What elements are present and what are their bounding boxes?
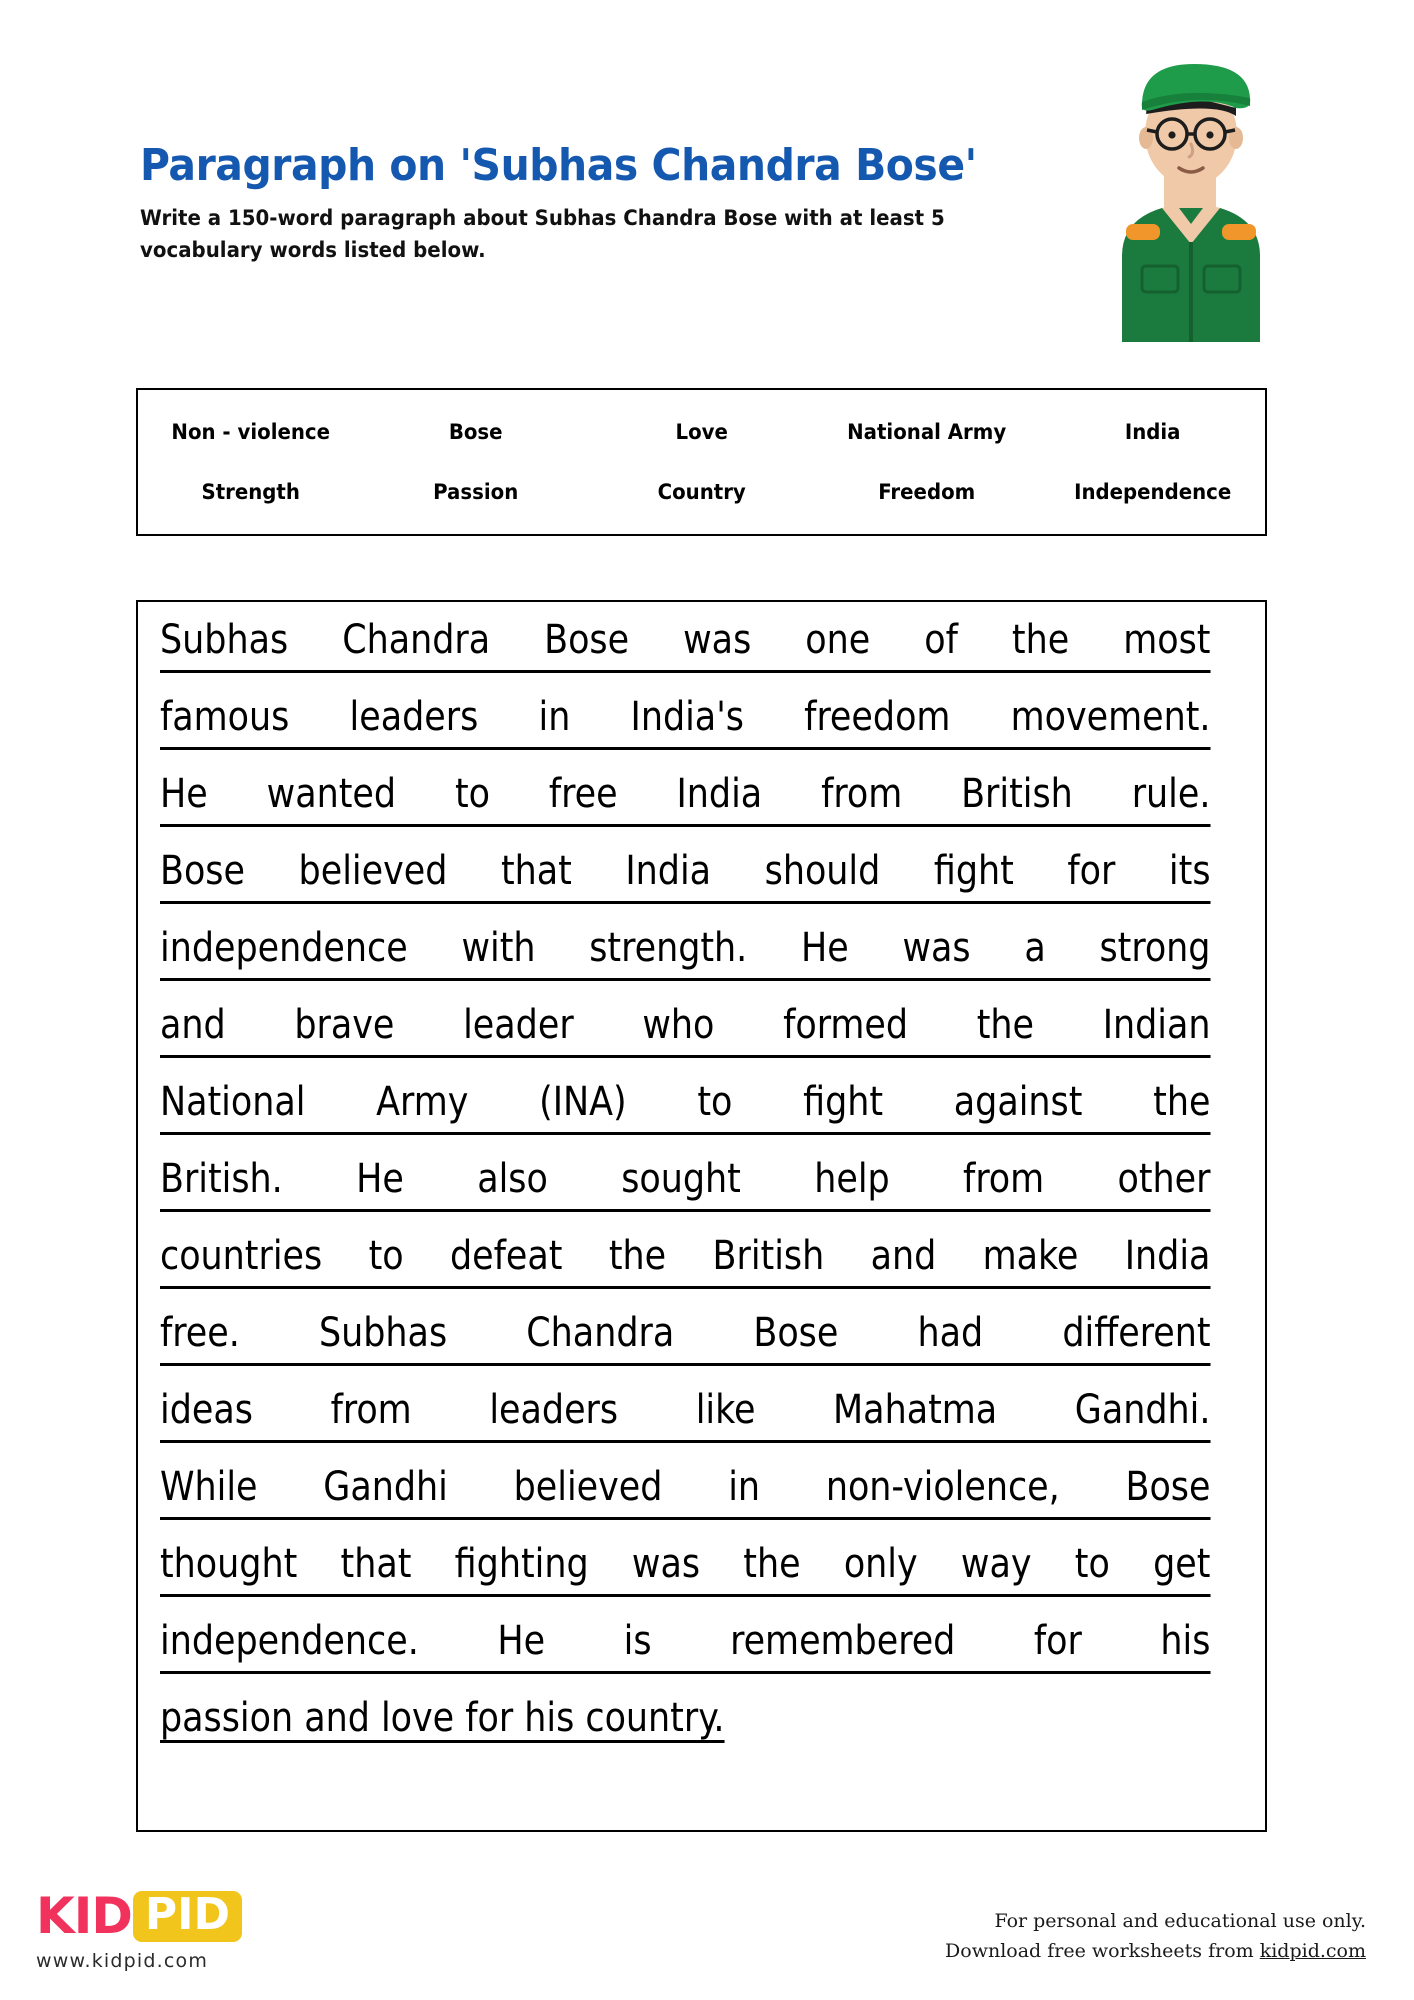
answer-word: the	[743, 1541, 801, 1587]
vocabulary-word: Country	[657, 480, 746, 504]
answer-word: the	[976, 1002, 1035, 1048]
answer-line	[160, 694, 1211, 750]
answer-word: Chandra	[526, 1310, 675, 1356]
kidpid-logo	[36, 1888, 356, 1972]
worksheet-instructions: Write a 150-word paragraph about Subhas Chandra Bose with at least 5 vocabulary words listed below.	[140, 206, 945, 264]
mascot-svg	[1086, 58, 1296, 343]
answer-word: its	[1168, 848, 1211, 894]
answer-word: Chandra	[342, 617, 491, 663]
answer-word: was	[631, 1541, 701, 1587]
answer-line	[160, 1464, 1211, 1520]
answer-word: was	[902, 925, 971, 971]
answer-word: British.	[160, 1156, 283, 1202]
vocabulary-word: Independence	[1073, 480, 1231, 504]
subhas-chandra-bose-illustration	[1086, 58, 1296, 343]
answer-word: his	[1160, 1618, 1211, 1664]
answer-word: While	[160, 1464, 258, 1510]
answer-word: fight	[933, 848, 1014, 894]
vocabulary-row-1	[138, 420, 1265, 444]
kidpid-link[interactable]: kidpid.com	[1259, 1939, 1366, 1962]
answer-word: leaders	[349, 694, 479, 740]
answer-word: formed	[783, 1002, 909, 1048]
answer-word: India	[1124, 1233, 1211, 1279]
answer-word: like	[695, 1387, 756, 1433]
answer-word: one	[805, 617, 871, 663]
answer-word: is	[623, 1618, 652, 1664]
answer-word: a	[1024, 925, 1046, 971]
answer-word: make	[982, 1233, 1079, 1279]
answer-word: most	[1123, 617, 1211, 663]
answer-word: Bose	[544, 617, 630, 663]
answer-line	[160, 1695, 1211, 1748]
answer-word: Bose	[1125, 1464, 1211, 1510]
answer-word: other	[1117, 1156, 1211, 1202]
answer-word: should	[764, 848, 881, 894]
answer-word: independence.	[160, 1618, 419, 1664]
answer-line	[160, 1541, 1211, 1597]
answer-word: in	[728, 1464, 761, 1510]
answer-line	[160, 1618, 1211, 1674]
answer-word: believed	[513, 1464, 663, 1510]
answer-word: free.	[160, 1310, 240, 1356]
vocabulary-box	[136, 388, 1267, 536]
vocabulary-word: Non - violence	[171, 420, 330, 444]
answer-word: free	[548, 771, 618, 817]
answer-word: freedom	[804, 694, 951, 740]
worksheet-header	[140, 140, 1070, 268]
answer-line	[160, 1233, 1211, 1289]
footer-note-line-2	[945, 1937, 1366, 1966]
answer-word: Bose	[753, 1310, 839, 1356]
answer-word: remembered	[730, 1618, 956, 1664]
answer-word: that	[500, 848, 572, 894]
answer-word: to	[1074, 1541, 1110, 1587]
answer-word: passion and love for his country.	[160, 1695, 725, 1741]
vocabulary-word: National Army	[847, 420, 1007, 444]
answer-word: Subhas	[160, 617, 289, 663]
answer-word: fight	[803, 1079, 884, 1125]
answer-paragraph	[160, 617, 1243, 1748]
answer-word: the	[1153, 1079, 1211, 1125]
answer-word: had	[917, 1310, 984, 1356]
answer-line	[160, 1002, 1211, 1058]
logo-url-text: www.kidpid.com	[36, 1950, 209, 1972]
answer-line	[160, 1079, 1211, 1135]
answer-word: Gandhi.	[1074, 1387, 1211, 1433]
answer-word: the	[1011, 617, 1070, 663]
answer-word: He	[356, 1156, 404, 1202]
answer-word: of	[924, 617, 958, 663]
answer-word: wanted	[266, 771, 397, 817]
answer-word: British	[712, 1233, 825, 1279]
answer-word: ideas	[160, 1387, 253, 1433]
vocabulary-word: Freedom	[878, 480, 976, 504]
footer-note-prefix: Download free worksheets from	[945, 1939, 1260, 1962]
answer-line	[160, 1156, 1211, 1212]
answer-word: India's	[630, 694, 744, 740]
logo-kid-text: KID	[36, 1887, 132, 1945]
answer-line	[160, 925, 1211, 981]
answer-word: to	[368, 1233, 404, 1279]
answer-word: different	[1062, 1310, 1211, 1356]
answer-word: to	[454, 771, 490, 817]
answer-word: rule.	[1131, 771, 1211, 817]
answer-word: that	[340, 1541, 412, 1587]
answer-line	[160, 617, 1211, 673]
answer-word: with	[461, 925, 536, 971]
answer-line	[160, 848, 1211, 904]
vocabulary-row-2	[138, 480, 1265, 504]
answer-word: defeat	[449, 1233, 563, 1279]
answer-word: He	[160, 771, 208, 817]
answer-word: in	[538, 694, 571, 740]
answer-word: from	[963, 1156, 1045, 1202]
answer-word: brave	[294, 1002, 395, 1048]
answer-word: fighting	[454, 1541, 589, 1587]
answer-word: who	[642, 1002, 715, 1048]
logo-wordmark	[36, 1888, 356, 1944]
answer-word: leaders	[489, 1387, 619, 1433]
vocabulary-word: India	[1124, 420, 1181, 444]
answer-word: sought	[621, 1156, 741, 1202]
answer-word: Bose	[160, 848, 245, 894]
vocabulary-word: Passion	[433, 480, 519, 504]
answer-word: thought	[160, 1541, 298, 1587]
answer-line	[160, 771, 1211, 827]
answer-word: famous	[160, 694, 290, 740]
answer-word: from	[330, 1387, 412, 1433]
answer-word: National	[160, 1079, 306, 1125]
answer-word: Army	[376, 1079, 469, 1125]
answer-word: also	[477, 1156, 548, 1202]
answer-line	[160, 1387, 1211, 1443]
answer-word: way	[960, 1541, 1032, 1587]
answer-word: and	[160, 1002, 226, 1048]
answer-word: Subhas	[318, 1310, 448, 1356]
answer-box[interactable]	[136, 600, 1267, 1832]
answer-word: non-violence,	[825, 1464, 1060, 1510]
answer-word: strength.	[589, 925, 748, 971]
answer-word: Gandhi	[323, 1464, 448, 1510]
page-title: Paragraph on 'Subhas Chandra Bose'	[140, 140, 977, 191]
answer-word: India	[676, 771, 763, 817]
answer-word: strong	[1099, 925, 1211, 971]
answer-word: movement.	[1010, 694, 1211, 740]
answer-word: for	[1033, 1618, 1082, 1664]
answer-word: Mahatma	[833, 1387, 998, 1433]
answer-word: (INA)	[539, 1079, 627, 1125]
answer-word: He	[801, 925, 849, 971]
answer-word: only	[843, 1541, 918, 1587]
answer-line	[160, 1310, 1211, 1366]
answer-word: British	[961, 771, 1073, 817]
answer-word: believed	[298, 848, 448, 894]
answer-word: was	[683, 617, 752, 663]
answer-word: help	[814, 1156, 890, 1202]
answer-word: against	[953, 1079, 1083, 1125]
vocabulary-word: Bose	[449, 420, 503, 444]
logo-pid-text: PID	[133, 1891, 242, 1942]
answer-word: and	[870, 1233, 937, 1279]
vocabulary-word: Love	[675, 420, 728, 444]
answer-word: Indian	[1102, 1002, 1211, 1048]
answer-word: leader	[463, 1002, 574, 1048]
footer-note	[945, 1907, 1366, 1966]
answer-word: from	[821, 771, 903, 817]
answer-word: get	[1153, 1541, 1211, 1587]
answer-word: the	[608, 1233, 667, 1279]
footer-note-line-1: For personal and educational use only.	[994, 1910, 1366, 1933]
vocabulary-word: Strength	[201, 480, 300, 504]
answer-word: to	[697, 1079, 733, 1125]
answer-word: for	[1067, 848, 1116, 894]
answer-word: independence	[160, 925, 408, 971]
answer-word: India	[625, 848, 712, 894]
answer-word: countries	[160, 1233, 323, 1279]
answer-word: He	[497, 1618, 546, 1664]
